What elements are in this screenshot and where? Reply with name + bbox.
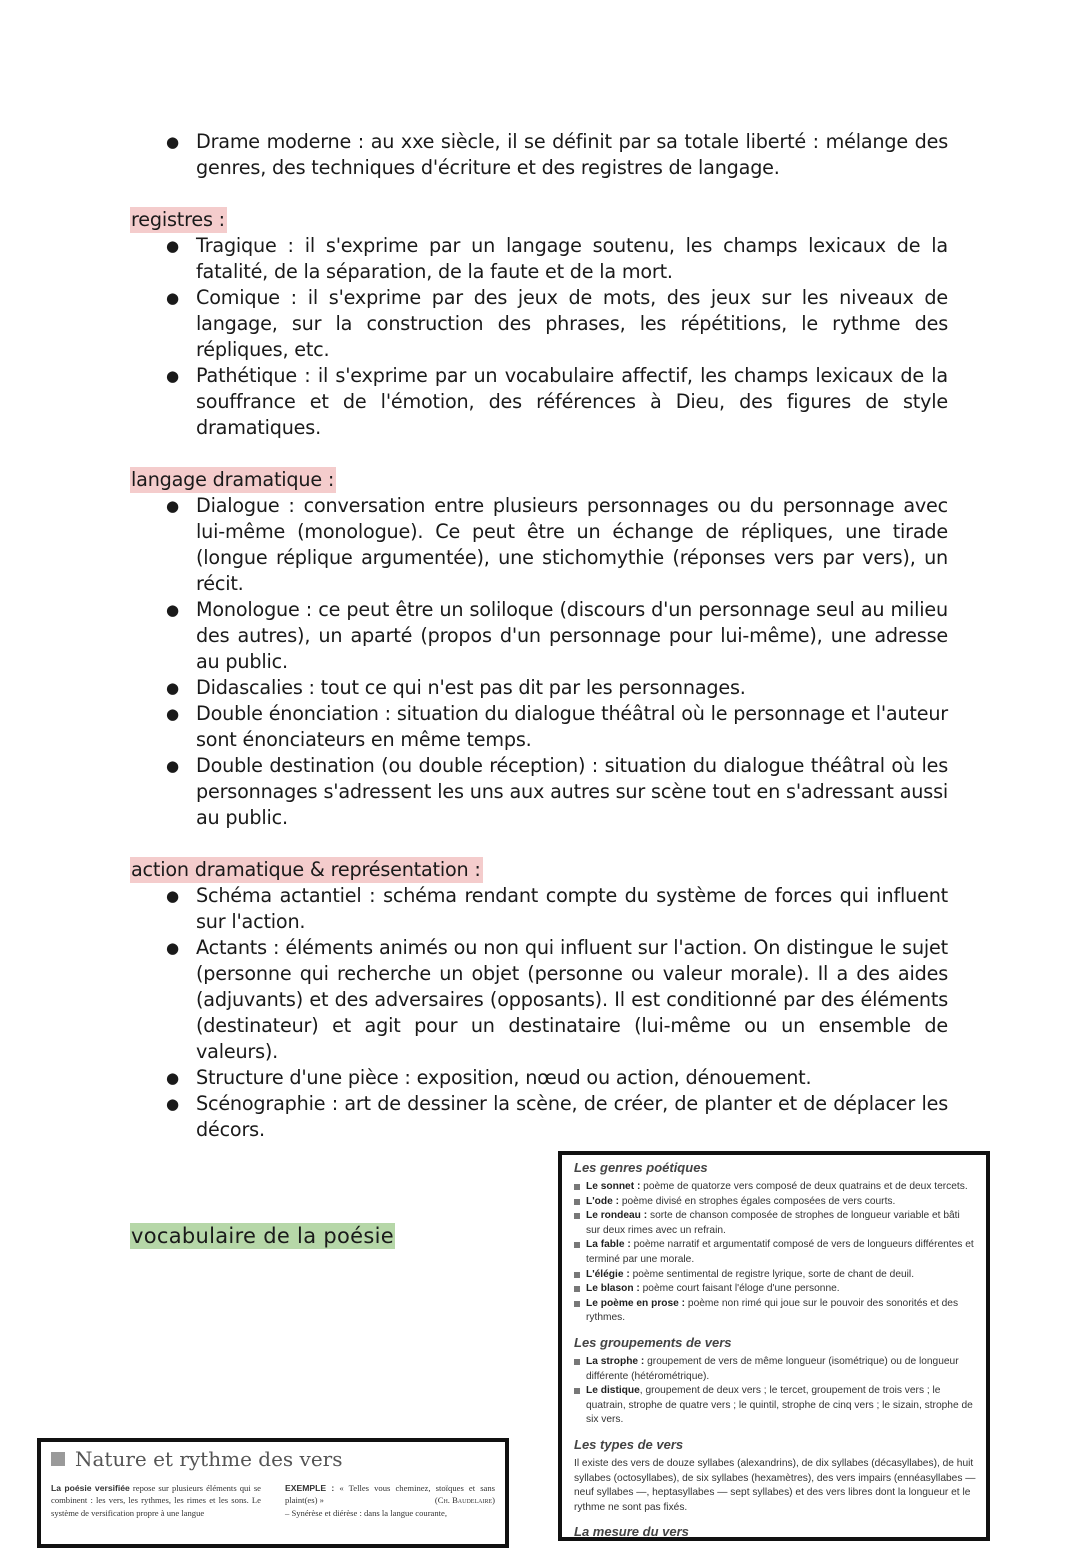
scan-left-col-1: La poésie versifiée repose sur plusieurs éléments qui se combinent : les vers, les rythmes, les rimes et les sons. Le système de versification propre à une langue (51, 1483, 261, 1518)
genre-item: Le rondeau : sorte de chanson composée de strophes de longueur variable et bâti sur deux rimes avec un refrain. (574, 1209, 976, 1238)
genre-item: Le sonnet : poème de quatorze vers composé de deux quatrains et de deux tercets. (574, 1180, 976, 1195)
types-text: Il existe des vers de douze syllabes (alexandrins), de dix syllabes (décasyllabes), de huit syllabes (octosyllabes), de six syllabes (hexamètres), des vers impairs (ennéasyllabes — neuf syllabes —, heptasyllabes — sept syllabes) et des vers libres dont la longueur et le rythme ne sont pas fixés. (574, 1457, 976, 1513)
list-item: ● Didascalies : tout ce qui n'est pas dit par les personnages. (166, 676, 746, 699)
types-group (574, 1436, 976, 1515)
square-bullet-icon (574, 1213, 580, 1219)
bullet-icon: ● (166, 939, 179, 957)
genre-item: Le poème en prose : poème non rimé qui joue sur le pouvoir des sonorités et des rythmes. (574, 1297, 976, 1326)
bullet-icon: ● (166, 705, 179, 723)
intro-section (130, 129, 948, 181)
genres-group (574, 1159, 976, 1326)
groupement-item: Le distique, groupement de deux vers ; le tercet, groupement de trois vers ; le quatrain, strophe de quatre vers ; le quintil, strophe de cinq vers ; le sizain, strophe de six vers. (574, 1384, 976, 1428)
bullet-icon: ● (166, 887, 179, 905)
section-action-dramatique (130, 857, 948, 1143)
bullet-icon: ● (166, 679, 179, 697)
list-item: ● Pathétique : il s'exprime par un vocabulaire affectif, les champs lexicaux de la souffrance et de l'émotion, des références à Dieu, des figures de style dramatiques. (166, 364, 948, 439)
square-icon (51, 1452, 65, 1466)
bullet-icon: ● (166, 1069, 179, 1087)
bullet-icon: ● (166, 133, 179, 151)
section-heading: action dramatique & représentation : (131, 858, 481, 881)
list-item: ● Comique : il s'exprime par des jeux de mots, des jeux sur les niveaux de langage, sur la construction des phrases, les répétitions, le rythme des répliques, etc. (166, 286, 948, 361)
bullet-icon: ● (166, 237, 179, 255)
list-item: ● Drame moderne : au xxe siècle, il se définit par sa totale liberté : mélange des genres, des techniques d'écriture et des registres de langage. (166, 130, 948, 179)
list-item: ● Dialogue : conversation entre plusieurs personnages ou du personnage avec lui-même (monologue). Ce peut être un échange de répliques, une tirade (longue réplique argumentée), une stichomythie (réponses vers par vers), un récit. (166, 494, 948, 595)
square-bullet-icon (574, 1301, 580, 1307)
list-item: ● Double destination (ou double réception) : situation du dialogue théâtral où les personnages s'adressent les uns aux autres sur scène tout en s'adressant aussi au public. (166, 754, 948, 829)
square-bullet-icon (574, 1242, 580, 1248)
section-heading: registres : (131, 208, 225, 231)
list-item: ● Scénographie : art de dessiner la scène, de créer, de planter et de déplacer les décors. (166, 1092, 948, 1141)
notes-body (130, 129, 948, 1169)
list-item: ● Actants : éléments animés ou non qui influent sur l'action. On distingue le sujet (personne qui recherche un objet (personne ou valeur morale). Il a des aides (adjuvants) et des adversaires (opposants). Il est conditionné par des éléments (destinateur) et agit pour un destinataire (lui-même ou un ensemble de valeurs). (166, 936, 948, 1063)
bullet-icon: ● (166, 497, 179, 515)
citation: (Ch. Baudelaire) (434, 1495, 495, 1506)
list-item: ● Schéma actantiel : schéma rendant compte du système de forces qui influent sur l'action. (166, 884, 948, 933)
section-langage-dramatique (130, 467, 948, 831)
list-item: ● Structure d'une pièce : exposition, nœud ou action, dénouement. (166, 1066, 812, 1089)
list-item: ● Monologue : ce peut être un soliloque (discours d'un personnage seul au milieu des autres), un aparté (propos d'un personnage pour lui-même), une adresse au public. (166, 598, 948, 673)
types-title: Les types de vers (574, 1436, 684, 1452)
next-line: – Synérèse et diérèse : dans la langue courante, (285, 1507, 448, 1518)
scanned-poetry-genres-box (558, 1151, 990, 1541)
groupements-group (574, 1334, 976, 1428)
list-item: ● Tragique : il s'exprime par un langage soutenu, les champs lexicaux de la fatalité, de la séparation, de la faute et de la mort. (166, 234, 948, 283)
bullet-icon: ● (166, 601, 179, 619)
square-bullet-icon (574, 1388, 580, 1394)
bullet-icon: ● (166, 367, 179, 385)
genre-item: La fable : poème narratif et argumentatif composé de vers de longueurs différentes et terminé par une morale. (574, 1238, 976, 1267)
groupement-item: La strophe : groupement de vers de même longueur (isométrique) ou de longueur différente (hétérométrique). (574, 1355, 976, 1384)
scan-left-columns (51, 1482, 495, 1519)
genres-title: Les genres poétiques (574, 1160, 708, 1175)
square-bullet-icon (574, 1359, 580, 1365)
mesure-title: La mesure du vers (574, 1524, 689, 1540)
square-bullet-icon (574, 1184, 580, 1190)
scanned-verse-nature-box (37, 1438, 509, 1548)
mesure-group (574, 1523, 976, 1541)
genre-item: L'élégie : poème sentimental de registre lyrique, sorte de chant de deuil. (574, 1268, 976, 1283)
scan-left-col-2: EXEMPLE : « Telles vous cheminez, stoïques et sans plaint(es) » (Ch. Baudelaire) – Synérèse et diérèse : dans la langue courante, (285, 1483, 495, 1518)
bullet-icon: ● (166, 1095, 179, 1113)
bullet-icon: ● (166, 757, 179, 775)
section-registres (130, 207, 948, 441)
square-bullet-icon (574, 1272, 580, 1278)
square-bullet-icon (574, 1199, 580, 1205)
scan-left-title: Nature et rythme des vers (51, 1446, 495, 1472)
square-bullet-icon (574, 1286, 580, 1292)
poetry-heading: vocabulaire de la poésie (131, 1224, 394, 1248)
bullet-icon: ● (166, 289, 179, 307)
genre-item: L'ode : poème divisé en strophes égales composées de vers courts. (574, 1195, 976, 1210)
groupements-title: Les groupements de vers (574, 1334, 732, 1350)
list-item: ● Double énonciation : situation du dialogue théâtral où le personnage et l'auteur sont énonciateurs en même temps. (166, 702, 948, 751)
genre-item: Le blason : poème court faisant l'éloge d'une personne. (574, 1282, 976, 1297)
section-heading: langage dramatique : (131, 468, 335, 491)
